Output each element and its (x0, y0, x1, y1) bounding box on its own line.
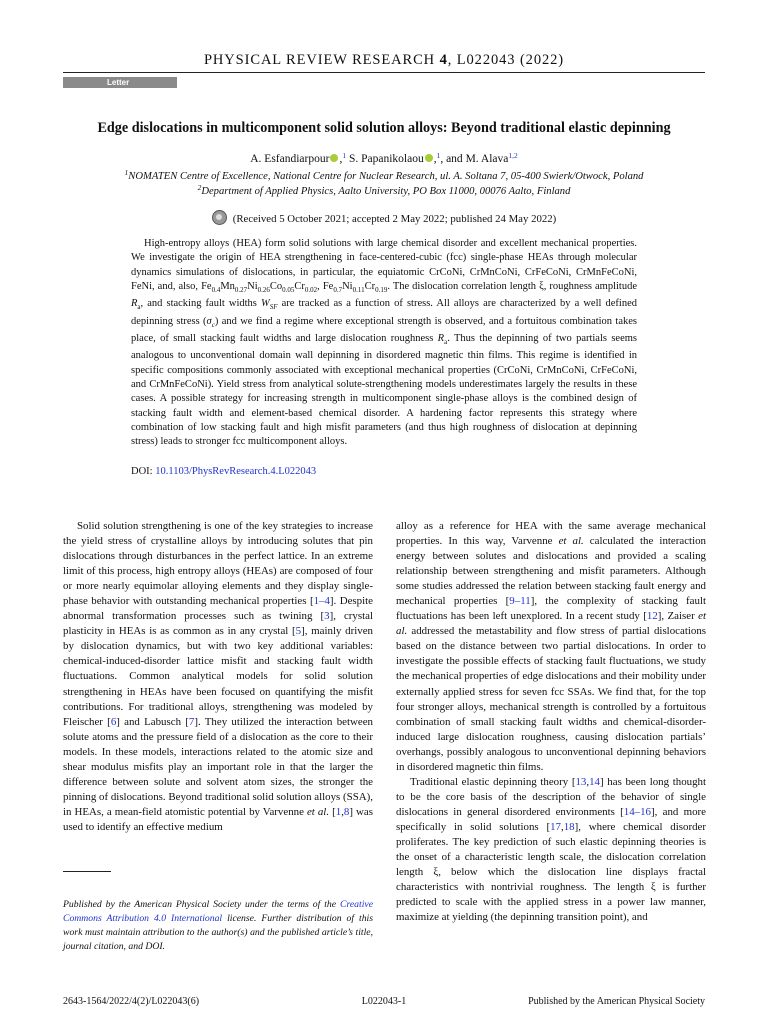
citation-link[interactable]: 12 (646, 610, 658, 623)
section-badge: Letter (63, 77, 177, 88)
body-text: , (341, 805, 344, 818)
element-subscript: 0.02 (304, 285, 318, 294)
italic-text: et al. (306, 805, 330, 818)
citation-link[interactable]: 18 (563, 820, 575, 833)
abstract-text: High-entropy alloys (HEA) form solid solutions with large chemical disorder and excellent mechanical properties. We investigate the origin of HEA strengthening in face-centered-cubic (fcc) single-phase HEAs through molecular dynamics simulations of dislocations, in particular, the equiatomic CrCoNi, CrMnCoNi, CrFeCoNi, CrMnFeCoNi, FeNi, and, also, (131, 238, 637, 292)
element-symbol: Fe (201, 280, 212, 292)
footer-issn: 2643-1564/2022/4(2)/L022043(6) (63, 996, 200, 1007)
footnote-rule (63, 871, 111, 872)
citation-link[interactable]: 17 (550, 820, 561, 833)
received-dates (0, 210, 768, 225)
citation-link[interactable]: 14 (589, 775, 600, 788)
body-column-right (396, 519, 706, 925)
element-subscript: 0.26 (257, 285, 270, 294)
journal-volume: 4 (439, 52, 448, 68)
symbol-subscript: a (137, 303, 141, 312)
check-for-updates-icon[interactable] (212, 210, 227, 225)
symbol-subscript: c (211, 320, 215, 329)
article-title: Edge dislocations in multicomponent solid solution alloys: Beyond traditional elastic depinning (97, 120, 671, 136)
footer-page-number: L022043-1 (361, 996, 407, 1007)
doi-label: DOI: (131, 466, 156, 477)
author-affiliation-mark[interactable]: 1,2 (508, 151, 518, 160)
element-symbol: Mn (220, 280, 235, 292)
body-text: ]. They utilized the interaction between solute atoms and the pressure field of a dislocation as the core to their models. In these models, interactions related to the atomic size and shear modulus misfits play an important role in that the larger the difference between solute and solvent atom sizes, the stronger the pinning of dislocations. Beyond traditional solid solution alloys (SSA), in HEAs, a mean-field atomistic potential by Varvenne (63, 715, 373, 818)
element-subscript: 0.4 (211, 285, 221, 294)
author-name[interactable]: S. Papanikolaou (348, 153, 424, 165)
affiliation (0, 168, 768, 182)
citation-link[interactable]: 9–11 (509, 595, 531, 608)
abstract: High-entropy alloys (HEA) form solid solutions with large chemical disorder and excellent mechanical properties. We investigate the origin of HEA strengthening in face-centered-cubic (fcc) single-phase HEAs through molecular dynamics simulations of dislocations, in particular, the equiatomic CrCoNi, CrMnCoNi, CrFeCoNi, CrMnFeCoNi, FeNi, and, also, $Fe_{0.4}Mn_{0.27}Ni_{0.26}Co_{0.05}Cr_{0.02}$, $Fe_{0.7}Ni_{0.11}Cr_{0.19}$. The dislocation correlation length ξ, roughness amplitude $R_a$, and stacking fault widths $W_{SF}$ are tracked as a function of stress. All alloys are characterized by a well defined depinning stress $(\sigma_c)$ and we find a regime where exceptional strength is observed, and a fortuitous combination takes place, of small stacking fault widths and large dislocation roughness $R_a$. Thus the depinning of two partials seems analogous to unconventional domain wall depinning in disordered magnetic thin films. This regime is identified in specific compositions commonly associated with exceptional mechanical properties (CrCoNi, CrMnCoNi, CrFeCoNi, and CrMnFeCoNi). Yield stress from analytical solute-strengthening models underestimates largely the results in these cases. A possible strategy for increasing strength in multicomponent single-phase alloys is the combined design of stacking fault width and element-based chemical disorder. A hardening factor represents this strategy where combination of low stacking fault and high misfit parameters (and thus high roughness of dislocation at depinning stress) leads to stronger fcc multicomponent alloys. (131, 238, 638, 448)
body-column-left (63, 519, 373, 835)
citation-link[interactable]: 1–4 (313, 595, 330, 608)
body-text: [ (329, 805, 336, 818)
journal-header (0, 52, 768, 69)
italic-text: et al. (558, 535, 584, 548)
element-subscript: 0.19 (375, 285, 388, 294)
body-paragraph (63, 519, 373, 835)
citation-link[interactable]: 13 (575, 775, 587, 788)
element-symbol: Co (269, 280, 283, 292)
element-subscript: 0.27 (234, 285, 248, 294)
body-text: ] was used to identify an effective medium (63, 805, 373, 833)
body-text: ], and more specifically in solid solutions [ (396, 805, 706, 833)
symbol: σ (206, 315, 212, 327)
alloy-formula (201, 281, 317, 292)
footer-publisher: Published by the American Physical Society (528, 996, 705, 1007)
element-symbol: Cr (294, 280, 305, 292)
orcid-icon[interactable] (330, 154, 338, 162)
footnote-text: license. Further distribution of this work must maintain attribution to the author(s) and the published article’s title, journal citation, and DOI. (63, 913, 374, 952)
element-subscript: 0.05 (282, 285, 295, 294)
body-text: addressed the metastability and flow stress of partial dislocations based on the distance between two partial dislocations. In order to investigate the possible effects of stacking fault fluctuations, we study the mechanical properties of edge dislocations and their mobility under externally applied stress for seven fcc SSAs. We find that, for the top four stronger alloys, mechanical strength is controlled by a fortuitous combination of small stacking fault widths and chemical-disorder-induced large dislocation roughness, causing dislocation partials’ overhangs, possibly analogous to unconventional depinning behaviors in disordered magnetic thin films. (396, 625, 706, 773)
citation-link[interactable]: 14–16 (623, 805, 651, 818)
author-name[interactable]: M. Alava (465, 153, 509, 165)
element-symbol: Ni (342, 280, 353, 292)
body-text: ], the complexity of stacking fault fluctuations has been left unexplored. In a recent study [ (396, 595, 706, 623)
symbol-subscript: SF (269, 303, 278, 312)
abstract-text: . The dislocation correlation length ξ, roughness amplitude (387, 280, 638, 292)
author-list (0, 151, 768, 165)
license-link[interactable]: Creative Commons Attribution 4.0 International (63, 899, 373, 924)
body-text: ], Zaiser (657, 610, 699, 623)
italic-text: et al. (396, 610, 706, 638)
affiliation-text: Department of Applied Physics, Aalto University, PO Box 11000, 00076 Aalto, Finland (201, 186, 571, 197)
journal-citation: , L022043 (2022) (447, 52, 565, 68)
citation-link[interactable]: 7 (188, 715, 195, 728)
body-text: alloy as a reference for HEA with the same average mechanical properties. In this way, Varvenne (396, 520, 706, 548)
doi-link[interactable]: 10.1103/PhysRevResearch.4.L022043 (155, 466, 317, 477)
affiliation (0, 183, 768, 197)
body-text: ], crystal plasticity in HEAs is as common as in any crystal [ (63, 610, 373, 638)
element-symbol: Fe (322, 280, 334, 292)
element-subscript: 0.7 (333, 285, 343, 294)
body-paragraph (396, 775, 706, 925)
footnote-text: Published by the American Physical Society under the terms of the (63, 899, 340, 910)
body-text: ] and Labusch [ (116, 715, 189, 728)
body-text: Solid solution strengthening is one of the key strategies to increase the yield stress of crystalline alloys by introducing solutes that pin dislocations through disturbances in the perfect lattice. In an extreme limit of this process, high entropy alloys (HEAs) are composed of four or more nearly equimolar alloying elements and they display single-phase behavior with outstanding mechanical properties [ (63, 520, 373, 608)
symbol-subscript: a (444, 338, 448, 347)
author-name[interactable]: A. Esfandiarpour (250, 153, 330, 165)
citation-link[interactable]: 5 (295, 625, 302, 638)
element-subscript: 0.11 (352, 285, 365, 294)
element-symbol: Cr (364, 280, 376, 292)
alloy-formula (323, 281, 388, 292)
affiliation-number: 2 (197, 183, 202, 192)
abstract-text: are tracked as a function of stress. All alloys are characterized by a well defined depinning stress ( (131, 298, 637, 327)
author-affiliation-mark[interactable]: 1 (342, 151, 347, 160)
body-text: ], mainly driven by dislocation dynamics, but with two key additional variables: chemical-induced-disorder lattice misfit and stacking fault width fluctuations. Common analytical models for solid solution strengthening in HEAs have been focused on quantifying the misfit contributions. For traditional alloys, strengthening was modeled by Fleischer [ (63, 625, 373, 728)
received-text: (Received 5 October 2021; accepted 2 May 2022; published 24 May 2022) (232, 213, 557, 225)
orcid-icon[interactable] (425, 154, 433, 162)
body-text: , (586, 775, 590, 788)
body-paragraph (396, 519, 706, 775)
citation-link[interactable]: 6 (110, 715, 117, 728)
symbol: R (131, 298, 138, 310)
abstract-text: . Thus the depinning of two partials seems analogous to unconventional domain wall depinning in disordered magnetic thin films. This regime is identified in specific compositions commonly associated with exceptional mechanical properties (CrCoNi, CrMnCoNi, CrFeCoNi, and CrMnFeCoNi). Yield stress from analytical solute-strengthening models underestimates largely the results in these cases. A possible strategy for increasing strength in multicomponent single-phase alloys is the combined design of stacking fault width and element-based chemical disorder. A hardening factor represents this strategy where combination of low stacking fault and high misfit parameters (and thus high roughness of dislocation at depinning stress) leads to stronger fcc multicomponent alloys. (131, 333, 637, 448)
citation-link[interactable]: 1 (335, 805, 342, 818)
author-affiliation-mark[interactable]: 1 (436, 151, 441, 160)
body-text: Traditional elastic depinning theory [ (410, 775, 576, 788)
license-footnote (63, 898, 373, 954)
body-text: ] has been long thought to be the core basis of the description of the behavior of single dislocations in general disordered environments [ (396, 775, 706, 818)
affiliation-number: 1 (124, 168, 129, 177)
body-text: , (560, 820, 564, 833)
doi (131, 466, 316, 477)
citation-link[interactable]: 3 (324, 610, 330, 623)
author-separator: , and (440, 153, 466, 165)
affiliation-text: NOMATEN Centre of Excellence, National Centre for Nuclear Research, ul. A. Soltana 7, 05-400 Swierk/Otwock, Poland (128, 171, 644, 182)
element-symbol: Ni (247, 280, 258, 292)
abstract-text: ) and we find a regime where exceptional strength is observed, and a fortuitous combination takes place, of small stacking fault widths and large dislocation roughness (131, 315, 637, 345)
author-separator: , (433, 153, 437, 165)
body-text: ], where chemical disorder proliferates. The key prediction of such elastic depinning theories is the onset of a characteristic length scale, the dislocation correlation length ξ, below which the dislocation line displays fractal characteristics with nontrivial roughness. The length ξ is further predicted to scale with the applied stress in a power law manner, maximize at yielding (the depinning transition point), and (396, 820, 706, 924)
abstract-text: , and stacking fault widths (140, 298, 261, 310)
journal-name: PHYSICAL REVIEW RESEARCH (203, 52, 436, 68)
author-separator: , (339, 153, 343, 165)
symbol: R (437, 333, 445, 345)
symbol: W (260, 298, 270, 310)
body-text: ]. Despite abnormal transformation processes such as twining [ (63, 595, 373, 623)
body-text: calculated the interaction energy between solutes and dislocations and provided a scaling relationship between strengthening and misfit parameters. Although some studies addressed the relation between stacking fault energy and mechanical properties [ (396, 535, 706, 608)
header-rule (63, 72, 705, 73)
citation-link[interactable]: 8 (343, 805, 350, 818)
